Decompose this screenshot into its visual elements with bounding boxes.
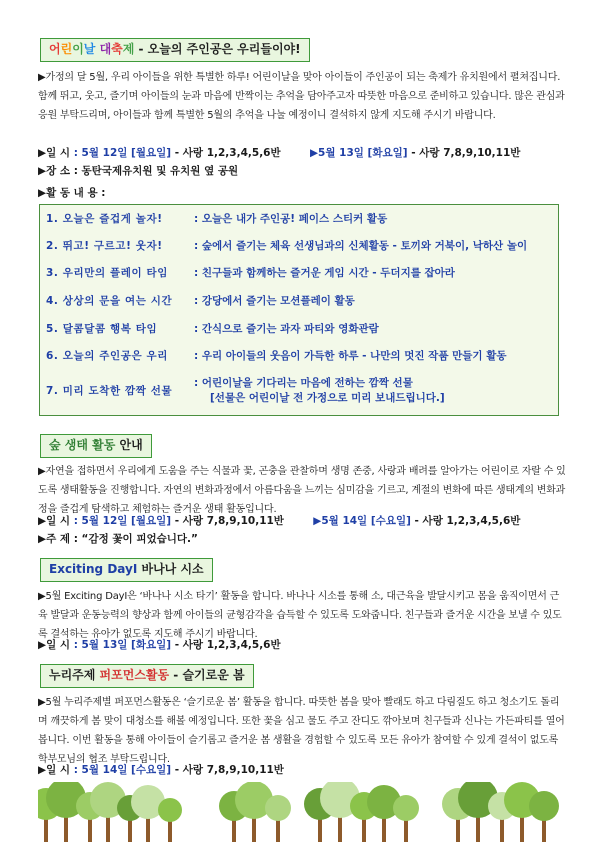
date-a: : 5월 13일 [화요일] xyxy=(73,639,172,651)
tree-crown xyxy=(393,795,419,821)
activity-row xyxy=(46,321,556,336)
activity-label: 1. 오늘은 즐겁게 놀자! xyxy=(46,213,163,225)
tree-crown xyxy=(265,795,291,821)
title-rest: - 슬기로운 봄 xyxy=(169,668,245,682)
activity-desc: : 우리 아이들의 웃음이 가득한 하루 - 나만의 멋진 작품 만들기 활동 xyxy=(194,350,507,362)
exciting-day-date-line xyxy=(38,636,578,654)
title-char: 날 xyxy=(83,42,96,56)
date-a: : 5월 12일 [월요일] xyxy=(73,147,172,159)
nuri-paragraph: ▶5월 누리주제별 퍼포먼스활동은 ‘슬기로운 봄’ 활동을 합니다. 따뜻한 봄을 맞아 빨래도 하고 다림질도 하고 청소기도 돌리며 깨끗하게 봄 맞이 대청소를 해볼 예정입니다. 또한 꽃을 심고 물도 주고 잔디도 깎아보며 친구들과 신나는 가든파티를 열어봅니다. 이번 활동을 통해 아이들이 슬기롭고 즐거운 봄 생활을 경험할 수 있도록 모든 유아가 참여할 수 있게 결석이 없도록 학부모님의 협조 부탁드립니다. xyxy=(38,697,565,765)
activity-label: 7. 미리 도착한 깜짝 선물 xyxy=(46,385,173,397)
title-red: 퍼포먼스활동 xyxy=(99,668,170,682)
childrens-day-place-line xyxy=(38,162,578,180)
activity-label: 5. 달콤달콤 행복 타임 xyxy=(46,323,158,335)
tree-trunk xyxy=(338,814,342,842)
tree-border-decoration xyxy=(38,782,568,842)
tree-crown xyxy=(529,791,559,821)
date-a-rooms: - 사랑 1,2,3,4,5,6반 xyxy=(171,147,281,159)
tree-trunk xyxy=(146,815,150,842)
forest-paragraph: ▶자연을 접하면서 우리에게 도움을 주는 식물과 꽃, 곤충을 관찰하며 생명 존중, 사랑과 배려를 알아가는 어린이로 자랄 수 있도록 생태활동을 진행합니다. 자연의 변화과정에서 아름다움을 느끼는 심미감을 기르고, 계절의 변화에 따른 생태계의 변화과정을 즐겁게 탐색하고 체험하는 즐거운 생태 활동입니다. xyxy=(38,466,566,515)
place-value: : 동탄국제유치원 및 유치원 옆 공원 xyxy=(73,165,239,177)
title-char: 축 xyxy=(111,42,123,56)
date-a-rooms: - 사랑 1,2,3,4,5,6반 xyxy=(171,639,281,651)
title-char: 이 xyxy=(72,42,84,56)
childrens-day-paragraph: ▶가정의 달 5월, 우리 아이들을 위한 특별한 하루! 어린이날을 맞아 아이들이 주인공이 되는 축제가 유치원에서 펼쳐집니다. 함께 뛰고, 웃고, 즐기며 아이들의 눈과 마음에 반짝이는 추억을 담아주고자 따뜻한 마음으로 준비하고 있습니다. 많은 관심과 응원 부탁드리며, 아이들과 함께 특별한 5월의 추억을 나눌 예정이니 결석하지 않게 지도해 주시기 바랍니다. xyxy=(38,72,565,121)
place-label: ▶장 소 xyxy=(38,165,71,177)
tree-crown xyxy=(158,798,182,822)
forest-theme-line xyxy=(38,530,578,548)
activity-desc: : 숲에서 즐기는 체육 선생님과의 신체활동 - 토끼와 거북이, 낙하산 놀이 xyxy=(194,240,528,252)
activity-desc: : 간식으로 즐기는 과자 파티와 영화관람 xyxy=(194,323,379,335)
tree-trunk xyxy=(476,814,480,842)
activity-list-box xyxy=(39,204,559,416)
tree-trunk xyxy=(106,814,110,842)
tree-trunk xyxy=(382,815,386,842)
theme-value: : “감정 꽃이 피었습니다.” xyxy=(73,533,198,545)
title-rest: 안내 xyxy=(115,438,143,452)
title-green: 숲 생태 활동 xyxy=(49,438,116,452)
date-b-rooms: - 사랑 7,8,9,10,11반 xyxy=(407,147,521,159)
forest-date-line xyxy=(38,512,578,530)
date-a-rooms: - 사랑 7,8,9,10,11반 xyxy=(171,764,284,776)
activity-label: 2. 뛰고! 구르고! 웃자! xyxy=(46,240,163,252)
theme-label: ▶주 제 xyxy=(38,533,71,545)
tree-trunk xyxy=(252,815,256,842)
title-blue: Exciting DayⅠ xyxy=(49,562,138,576)
title-rest: 바나나 시소 xyxy=(137,562,204,576)
activity-row xyxy=(46,265,556,280)
tree-trunk xyxy=(64,814,68,842)
activity-desc: : 강당에서 즐기는 모션플레이 활동 xyxy=(194,295,355,307)
section-title-exciting-day xyxy=(40,558,213,582)
section-title-forest xyxy=(40,434,152,458)
childrens-day-date-line xyxy=(38,144,578,162)
date-label: ▶일 시 xyxy=(38,147,71,159)
activity-label: ▶활 동 내 용 : xyxy=(38,187,106,199)
activity-desc: : 친구들과 함께하는 즐거운 게임 시간 - 두더지를 잡아라 xyxy=(194,267,455,279)
section-title-childrens-day xyxy=(40,38,310,62)
title-char: 린 xyxy=(60,42,73,56)
activity-row xyxy=(46,211,556,226)
date-b: ▶5월 13일 [화요일] xyxy=(309,147,408,159)
date-b: ▶5월 14일 [수요일] xyxy=(313,515,411,527)
activity-row xyxy=(46,238,556,253)
activity-label: 6. 오늘의 주인공은 우리 xyxy=(46,350,168,362)
title-a: 누리주제 xyxy=(49,668,100,682)
activity-row xyxy=(46,375,556,405)
date-a: : 5월 14일 [수요일] xyxy=(73,764,172,776)
title-char: 어 xyxy=(49,42,61,56)
activity-desc: : 오늘은 내가 주인공! 페이스 스티커 활동 xyxy=(194,213,388,225)
activity-desc-note: [선물은 어린이날 전 가정으로 미리 보내드립니다.] xyxy=(210,392,445,404)
date-a-rooms: - 사랑 7,8,9,10,11반 xyxy=(171,515,284,527)
date-a: : 5월 12일 [월요일] xyxy=(73,515,172,527)
title-char: 제 xyxy=(122,42,135,56)
date-label: ▶일 시 xyxy=(38,764,71,776)
activity-row xyxy=(46,348,556,363)
activity-desc: : 어린이날을 기다리는 마음에 전하는 깜짝 선물 xyxy=(194,377,413,389)
activity-label: 3. 우리만의 플레이 타임 xyxy=(46,267,168,279)
nuri-date-line xyxy=(38,761,578,779)
title-char: 대 xyxy=(99,42,112,56)
date-label: ▶일 시 xyxy=(38,639,71,651)
section-title-nuri xyxy=(40,664,254,688)
exciting-day-paragraph: ▶5월 Exciting DayⅠ은 ‘바나나 시소 타기’ 활동을 합니다. 바나나 시소를 통해 소, 대근육을 발달시키고 몸을 움직이면서 근육 발달과 운동능력의 향상과 함께 아이들의 균형감각을 습득할 수 있도록 도와줍니다. 친구들과 즐거운 시간을 보낼 수 있도록 결석하는 유아가 없도록 지도해 주시기 바랍니다. xyxy=(38,591,562,640)
date-label: ▶일 시 xyxy=(38,515,71,527)
activity-row xyxy=(46,293,556,308)
tree-trunk xyxy=(520,814,524,842)
activity-label: 4. 상상의 문을 여는 시간 xyxy=(46,295,173,307)
date-b-rooms: - 사랑 1,2,3,4,5,6반 xyxy=(410,515,521,527)
title-rest: - 오늘의 주인공은 우리들이야! xyxy=(134,42,301,56)
